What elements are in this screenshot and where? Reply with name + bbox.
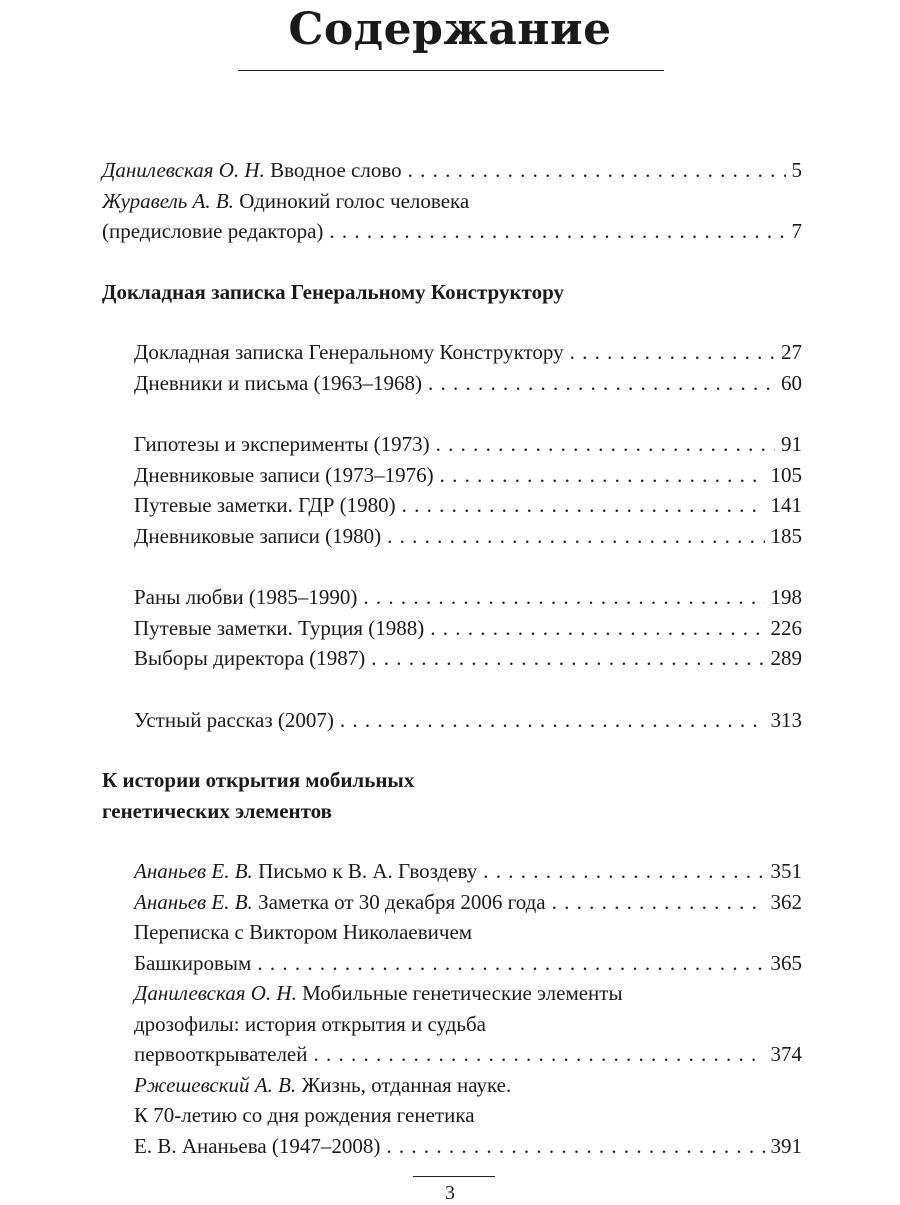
entry-author: Данилевская О. Н. <box>134 981 297 1005</box>
dot-leader <box>371 643 764 674</box>
footer-divider <box>413 1176 495 1177</box>
entry-title-cont: Башкировым <box>134 950 252 975</box>
entry-title: Докладная записка Генеральному Конструктору <box>134 340 564 364</box>
toc-entry[interactable] <box>102 1070 802 1162</box>
dot-leader <box>386 1131 764 1162</box>
entry-title: Дневниковые записи (1980) <box>134 523 382 548</box>
entry-page: 91 <box>781 432 802 456</box>
entry-title: Дневниковые записи (1973–1976) <box>134 462 434 487</box>
entry-author: Ананьев Е. В. <box>134 859 253 883</box>
section-heading-1: Докладная записка Генеральному Конструктору <box>102 279 564 304</box>
entry-page: 362 <box>770 889 802 914</box>
toc-entry[interactable] <box>102 337 802 368</box>
toc-entry[interactable] <box>102 368 802 399</box>
dot-leader <box>483 856 764 887</box>
dot-leader <box>363 582 764 613</box>
toc-entry-intro-2[interactable] <box>102 186 802 247</box>
entry-page: 5 <box>791 158 802 182</box>
entry-title: Устный рассказ (2007) <box>134 707 334 732</box>
entry-title-cont: (предисловие редактора) <box>102 219 324 243</box>
page-number: 3 <box>445 1182 455 1204</box>
entry-page: 185 <box>770 523 802 548</box>
entry-title: Вводное слово <box>270 158 402 182</box>
entry-author: Журавель А. В. <box>102 188 234 213</box>
dot-leader <box>430 613 764 644</box>
dot-leader <box>408 155 786 186</box>
toc-entry[interactable] <box>102 490 802 521</box>
entry-page: 141 <box>770 493 802 517</box>
dot-leader <box>387 521 764 552</box>
title-divider <box>238 70 664 71</box>
entry-page: 7 <box>791 219 802 243</box>
toc-entry[interactable] <box>102 917 802 978</box>
entry-page: 313 <box>770 707 802 732</box>
entry-title: Одинокий голос человека <box>239 188 470 213</box>
entry-title: Раны любви (1985–1990) <box>134 585 358 609</box>
entry-title: Путевые заметки. Турция (1988) <box>134 615 425 640</box>
entry-title: Письмо к В. А. Гвоздеву <box>258 859 478 883</box>
dot-leader <box>402 490 765 521</box>
entry-page: 27 <box>781 340 802 364</box>
toc-entry[interactable] <box>102 856 802 887</box>
entry-title: Жизнь, отданная науке. <box>301 1072 512 1097</box>
entry-page: 289 <box>770 646 802 670</box>
entry-title: Дневники и письма (1963–1968) <box>134 370 423 395</box>
dot-leader <box>428 368 775 399</box>
toc-entry[interactable] <box>102 460 802 491</box>
toc-entry[interactable] <box>102 978 802 1070</box>
page-title: Содержание <box>288 4 612 55</box>
entry-page: 198 <box>770 585 802 609</box>
toc-entry[interactable] <box>102 429 802 460</box>
dot-leader <box>257 948 764 979</box>
entry-page: 351 <box>770 859 802 883</box>
entry-title: Выборы директора (1987) <box>134 646 366 670</box>
dot-leader <box>552 887 765 918</box>
toc-entry[interactable] <box>102 887 802 918</box>
entry-page: 374 <box>770 1042 802 1066</box>
entry-title-cont: первооткрывателей <box>134 1042 308 1066</box>
entry-title-cont: К 70-летию со дня рождения генетика <box>134 1103 475 1127</box>
entry-page: 365 <box>770 950 802 975</box>
toc-entry[interactable] <box>102 582 802 613</box>
entry-author: Ананьев Е. В. <box>134 889 253 914</box>
dot-leader <box>440 460 765 491</box>
entry-page: 226 <box>770 615 802 640</box>
section-heading-line: К истории открытия мобильных <box>102 768 415 792</box>
toc-entry[interactable] <box>102 705 802 736</box>
entry-title: Заметка от 30 декабря 2006 года <box>258 889 546 914</box>
entry-title-cont: дрозофилы: история открытия и судьба <box>134 1011 486 1036</box>
entry-page: 60 <box>781 370 802 395</box>
entry-page: 105 <box>770 462 802 487</box>
toc-entry-intro-1[interactable] <box>102 155 802 186</box>
toc-entry[interactable] <box>102 613 802 644</box>
dot-leader <box>340 705 765 736</box>
entry-title: Гипотезы и эксперименты (1973) <box>134 432 430 456</box>
table-of-contents <box>102 155 802 1161</box>
dot-leader <box>314 1039 765 1070</box>
toc-entry[interactable] <box>102 521 802 552</box>
entry-title: Переписка с Виктором Николаевичем <box>134 920 473 944</box>
section-heading-line: генетических элементов <box>102 798 332 823</box>
entry-author: Данилевская О. Н. <box>102 158 265 182</box>
entry-title: Мобильные генетические элементы <box>302 981 623 1005</box>
dot-leader <box>329 216 785 247</box>
dot-leader <box>436 429 775 460</box>
entry-title: Путевые заметки. ГДР (1980) <box>134 493 396 517</box>
entry-author: Ржешевский А. В. <box>134 1072 297 1097</box>
section-heading-2 <box>102 765 802 826</box>
toc-entry[interactable] <box>102 643 802 674</box>
dot-leader <box>570 337 775 368</box>
entry-page: 391 <box>770 1133 802 1158</box>
entry-title-cont: Е. В. Ананьева (1947–2008) <box>134 1133 381 1158</box>
